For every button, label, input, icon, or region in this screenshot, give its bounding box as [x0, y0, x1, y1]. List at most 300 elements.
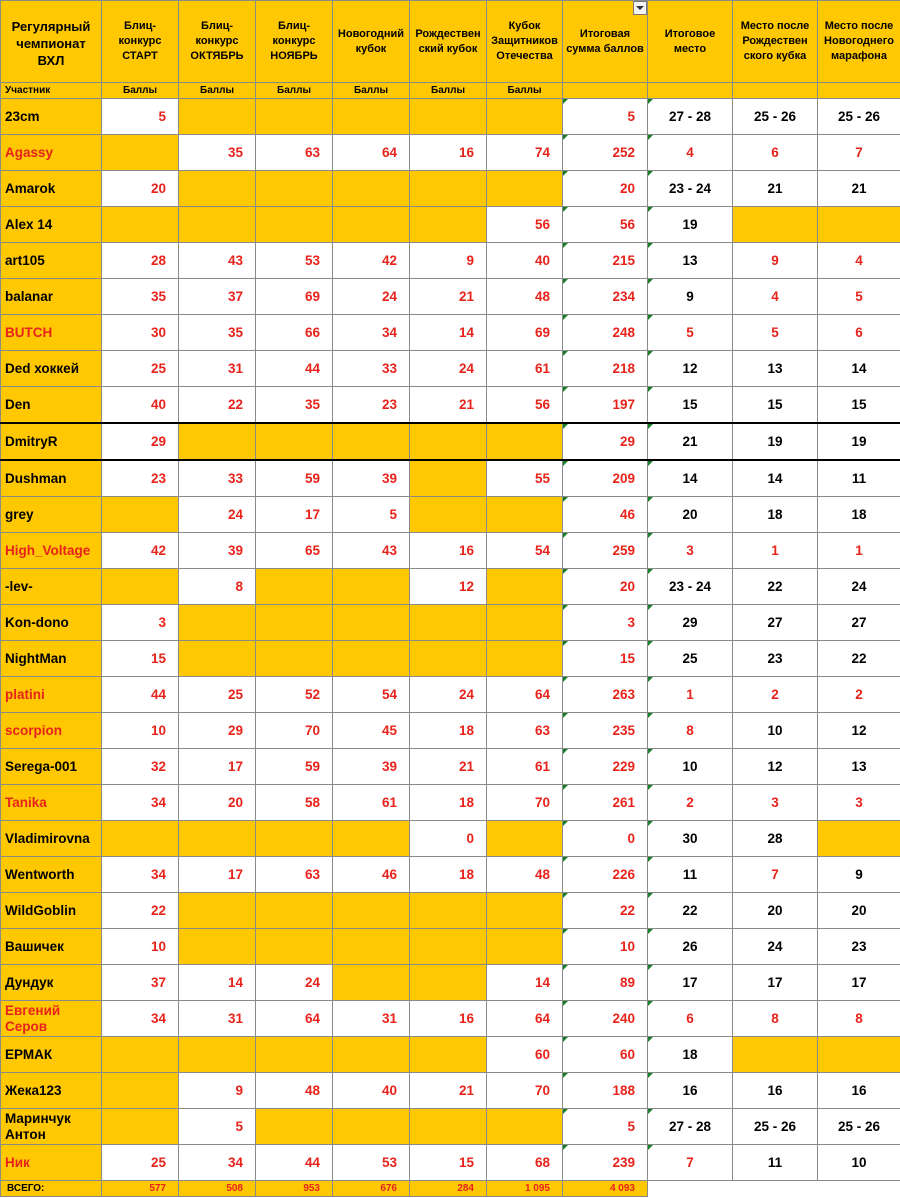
score-cell[interactable]	[179, 821, 256, 857]
place-after-christmas-cell[interactable]: 28	[733, 821, 818, 857]
score-cell[interactable]	[333, 171, 410, 207]
score-cell[interactable]: 20	[179, 785, 256, 821]
place-after-christmas-cell[interactable]: 5	[733, 315, 818, 351]
score-cell[interactable]: 18	[410, 785, 487, 821]
score-cell[interactable]: 35	[179, 135, 256, 171]
participant-name[interactable]: High_Voltage	[1, 533, 102, 569]
final-place-cell[interactable]	[648, 929, 733, 965]
total-points-cell[interactable]	[563, 1073, 648, 1109]
column-total-cell[interactable]: 508	[179, 1181, 256, 1197]
final-place-cell[interactable]	[648, 1109, 733, 1145]
score-cell[interactable]: 44	[256, 1145, 333, 1181]
score-cell[interactable]: 25	[179, 677, 256, 713]
participant-name[interactable]: Дундук	[1, 965, 102, 1001]
score-cell[interactable]: 56	[487, 387, 563, 424]
place-after-marathon-cell[interactable]: 13	[818, 749, 900, 785]
score-cell[interactable]: 31	[333, 1001, 410, 1037]
place-after-marathon-cell[interactable]: 12	[818, 713, 900, 749]
score-cell[interactable]: 29	[102, 423, 179, 460]
score-cell[interactable]: 40	[333, 1073, 410, 1109]
score-cell[interactable]: 25	[102, 1145, 179, 1181]
score-cell[interactable]: 64	[256, 1001, 333, 1037]
score-cell[interactable]	[102, 1109, 179, 1145]
score-cell[interactable]	[487, 929, 563, 965]
score-cell[interactable]: 43	[179, 243, 256, 279]
score-cell[interactable]	[102, 207, 179, 243]
score-cell[interactable]: 37	[102, 965, 179, 1001]
score-cell[interactable]	[256, 929, 333, 965]
score-cell[interactable]: 42	[333, 243, 410, 279]
score-cell[interactable]: 69	[256, 279, 333, 315]
score-cell[interactable]	[487, 641, 563, 677]
score-cell[interactable]	[487, 171, 563, 207]
place-after-christmas-cell[interactable]: 12	[733, 749, 818, 785]
score-cell[interactable]	[102, 497, 179, 533]
place-after-christmas-cell[interactable]: 11	[733, 1145, 818, 1181]
score-cell[interactable]	[487, 99, 563, 135]
filter-dropdown-button[interactable]	[633, 1, 647, 16]
final-place-cell[interactable]	[648, 749, 733, 785]
final-place-cell[interactable]	[648, 857, 733, 893]
place-after-christmas-cell[interactable]: 24	[733, 929, 818, 965]
score-cell[interactable]	[102, 135, 179, 171]
score-cell[interactable]	[256, 1109, 333, 1145]
score-cell[interactable]: 46	[333, 857, 410, 893]
place-after-marathon-cell[interactable]: 23	[818, 929, 900, 965]
place-after-marathon-cell[interactable]: 8	[818, 1001, 900, 1037]
score-cell[interactable]	[256, 569, 333, 605]
score-cell[interactable]: 63	[487, 713, 563, 749]
participant-name[interactable]: Serega-001	[1, 749, 102, 785]
place-after-christmas-cell[interactable]: 25 - 26	[733, 99, 818, 135]
score-cell[interactable]	[333, 1037, 410, 1073]
total-points-cell[interactable]	[563, 929, 648, 965]
place-after-christmas-cell[interactable]: 27	[733, 605, 818, 641]
score-cell[interactable]: 48	[487, 279, 563, 315]
final-place-cell[interactable]	[648, 497, 733, 533]
score-cell[interactable]: 31	[179, 351, 256, 387]
place-after-marathon-cell[interactable]: 15	[818, 387, 900, 424]
total-points-cell[interactable]	[563, 821, 648, 857]
participant-name[interactable]: Amarok	[1, 171, 102, 207]
participant-name[interactable]: WildGoblin	[1, 893, 102, 929]
participant-name[interactable]: Ник	[1, 1145, 102, 1181]
place-after-christmas-cell[interactable]: 10	[733, 713, 818, 749]
score-cell[interactable]: 14	[410, 315, 487, 351]
place-after-marathon-cell[interactable]: 9	[818, 857, 900, 893]
score-cell[interactable]: 58	[256, 785, 333, 821]
total-points-cell[interactable]	[563, 569, 648, 605]
place-after-christmas-cell[interactable]: 17	[733, 965, 818, 1001]
score-cell[interactable]: 9	[410, 243, 487, 279]
participant-name[interactable]: Agassy	[1, 135, 102, 171]
participant-name[interactable]: platini	[1, 677, 102, 713]
score-cell[interactable]	[333, 1109, 410, 1145]
total-points-cell[interactable]	[563, 749, 648, 785]
participant-name[interactable]: Wentworth	[1, 857, 102, 893]
place-after-marathon-cell[interactable]: 1	[818, 533, 900, 569]
final-place-cell[interactable]	[648, 1037, 733, 1073]
score-cell[interactable]: 34	[102, 785, 179, 821]
place-after-marathon-cell[interactable]: 17	[818, 965, 900, 1001]
total-points-cell[interactable]	[563, 135, 648, 171]
score-cell[interactable]	[487, 423, 563, 460]
score-cell[interactable]: 55	[487, 460, 563, 497]
score-cell[interactable]: 23	[333, 387, 410, 424]
column-total-cell[interactable]: 1 095	[487, 1181, 563, 1197]
score-cell[interactable]	[333, 821, 410, 857]
total-points-cell[interactable]	[563, 1145, 648, 1181]
score-cell[interactable]: 44	[256, 351, 333, 387]
final-place-cell[interactable]	[648, 135, 733, 171]
score-cell[interactable]: 59	[256, 460, 333, 497]
place-after-christmas-cell[interactable]: 15	[733, 387, 818, 424]
score-cell[interactable]	[256, 641, 333, 677]
score-cell[interactable]	[410, 460, 487, 497]
score-cell[interactable]: 33	[333, 351, 410, 387]
score-cell[interactable]: 34	[102, 857, 179, 893]
score-cell[interactable]	[179, 99, 256, 135]
score-cell[interactable]: 21	[410, 749, 487, 785]
place-after-christmas-cell[interactable]: 14	[733, 460, 818, 497]
score-cell[interactable]	[333, 605, 410, 641]
score-cell[interactable]: 10	[102, 713, 179, 749]
score-cell[interactable]: 64	[487, 677, 563, 713]
total-points-cell[interactable]	[563, 460, 648, 497]
score-cell[interactable]: 66	[256, 315, 333, 351]
total-points-cell[interactable]	[563, 279, 648, 315]
score-cell[interactable]	[410, 171, 487, 207]
place-after-marathon-cell[interactable]: 11	[818, 460, 900, 497]
participant-name[interactable]: DmitryR	[1, 423, 102, 460]
score-cell[interactable]: 5	[179, 1109, 256, 1145]
final-place-cell[interactable]	[648, 893, 733, 929]
score-cell[interactable]	[256, 821, 333, 857]
column-total-cell[interactable]: 284	[410, 1181, 487, 1197]
score-cell[interactable]	[179, 605, 256, 641]
score-cell[interactable]	[256, 423, 333, 460]
total-points-cell[interactable]	[563, 243, 648, 279]
place-after-christmas-cell[interactable]: 13	[733, 351, 818, 387]
total-points-cell[interactable]	[563, 857, 648, 893]
score-cell[interactable]: 48	[256, 1073, 333, 1109]
score-cell[interactable]: 3	[102, 605, 179, 641]
place-after-marathon-cell[interactable]: 16	[818, 1073, 900, 1109]
place-after-christmas-cell[interactable]: 21	[733, 171, 818, 207]
final-place-cell[interactable]	[648, 569, 733, 605]
total-points-cell[interactable]	[563, 497, 648, 533]
score-cell[interactable]: 64	[333, 135, 410, 171]
score-cell[interactable]	[333, 99, 410, 135]
place-after-marathon-cell[interactable]: 14	[818, 351, 900, 387]
final-place-cell[interactable]	[648, 423, 733, 460]
score-cell[interactable]: 70	[487, 1073, 563, 1109]
score-cell[interactable]	[256, 605, 333, 641]
final-place-cell[interactable]	[648, 99, 733, 135]
score-cell[interactable]	[410, 1109, 487, 1145]
score-cell[interactable]	[410, 497, 487, 533]
score-cell[interactable]: 25	[102, 351, 179, 387]
score-cell[interactable]: 69	[487, 315, 563, 351]
score-cell[interactable]	[333, 423, 410, 460]
column-total-cell[interactable]: 577	[102, 1181, 179, 1197]
score-cell[interactable]: 48	[487, 857, 563, 893]
score-cell[interactable]	[102, 1037, 179, 1073]
place-after-marathon-cell[interactable]: 18	[818, 497, 900, 533]
score-cell[interactable]	[179, 641, 256, 677]
score-cell[interactable]: 12	[410, 569, 487, 605]
column-total-cell[interactable]: 676	[333, 1181, 410, 1197]
place-after-marathon-cell[interactable]: 25 - 26	[818, 99, 900, 135]
score-cell[interactable]: 59	[256, 749, 333, 785]
score-cell[interactable]	[487, 569, 563, 605]
score-cell[interactable]: 52	[256, 677, 333, 713]
score-cell[interactable]: 70	[256, 713, 333, 749]
final-place-cell[interactable]	[648, 1001, 733, 1037]
score-cell[interactable]: 56	[487, 207, 563, 243]
final-place-cell[interactable]	[648, 315, 733, 351]
final-place-cell[interactable]	[648, 207, 733, 243]
participant-name[interactable]: Kon-dono	[1, 605, 102, 641]
place-after-christmas-cell[interactable]: 18	[733, 497, 818, 533]
score-cell[interactable]: 40	[102, 387, 179, 424]
place-after-christmas-cell[interactable]: 23	[733, 641, 818, 677]
place-after-marathon-cell[interactable]: 19	[818, 423, 900, 460]
score-cell[interactable]	[333, 207, 410, 243]
score-cell[interactable]	[333, 569, 410, 605]
score-cell[interactable]: 61	[333, 785, 410, 821]
participant-name[interactable]: Den	[1, 387, 102, 424]
score-cell[interactable]: 5	[333, 497, 410, 533]
final-place-cell[interactable]	[648, 785, 733, 821]
place-after-marathon-cell[interactable]: 22	[818, 641, 900, 677]
total-points-cell[interactable]	[563, 207, 648, 243]
place-after-marathon-cell[interactable]: 7	[818, 135, 900, 171]
participant-name[interactable]: balanar	[1, 279, 102, 315]
score-cell[interactable]	[410, 605, 487, 641]
place-after-marathon-cell[interactable]: 3	[818, 785, 900, 821]
participant-name[interactable]: Ded хоккей	[1, 351, 102, 387]
total-points-cell[interactable]	[563, 677, 648, 713]
score-cell[interactable]	[487, 1109, 563, 1145]
score-cell[interactable]: 16	[410, 135, 487, 171]
place-after-christmas-cell[interactable]: 2	[733, 677, 818, 713]
score-cell[interactable]: 68	[487, 1145, 563, 1181]
score-cell[interactable]	[333, 641, 410, 677]
final-place-cell[interactable]	[648, 677, 733, 713]
score-cell[interactable]: 34	[179, 1145, 256, 1181]
score-cell[interactable]: 39	[333, 749, 410, 785]
score-cell[interactable]	[333, 929, 410, 965]
total-points-cell[interactable]	[563, 605, 648, 641]
participant-name[interactable]: Маринчук Антон	[1, 1109, 102, 1145]
score-cell[interactable]: 24	[410, 677, 487, 713]
score-cell[interactable]: 15	[102, 641, 179, 677]
score-cell[interactable]: 30	[102, 315, 179, 351]
final-place-cell[interactable]	[648, 387, 733, 424]
score-cell[interactable]	[256, 1037, 333, 1073]
final-place-cell[interactable]	[648, 605, 733, 641]
final-place-cell[interactable]	[648, 1145, 733, 1181]
score-cell[interactable]: 24	[410, 351, 487, 387]
place-after-christmas-cell[interactable]: 1	[733, 533, 818, 569]
score-cell[interactable]	[410, 1037, 487, 1073]
score-cell[interactable]	[179, 893, 256, 929]
score-cell[interactable]	[333, 965, 410, 1001]
total-points-cell[interactable]	[563, 785, 648, 821]
participant-name[interactable]: -lev-	[1, 569, 102, 605]
final-place-cell[interactable]	[648, 713, 733, 749]
score-cell[interactable]: 70	[487, 785, 563, 821]
score-cell[interactable]: 34	[333, 315, 410, 351]
score-cell[interactable]: 24	[179, 497, 256, 533]
participant-name[interactable]: Vladimirovna	[1, 821, 102, 857]
score-cell[interactable]	[256, 893, 333, 929]
score-cell[interactable]	[410, 99, 487, 135]
score-cell[interactable]: 53	[256, 243, 333, 279]
score-cell[interactable]	[410, 641, 487, 677]
final-place-cell[interactable]	[648, 821, 733, 857]
place-after-marathon-cell[interactable]: 5	[818, 279, 900, 315]
score-cell[interactable]: 31	[179, 1001, 256, 1037]
total-points-cell[interactable]	[563, 533, 648, 569]
score-cell[interactable]	[487, 497, 563, 533]
participant-name[interactable]: NightMan	[1, 641, 102, 677]
score-cell[interactable]: 44	[102, 677, 179, 713]
score-cell[interactable]	[256, 207, 333, 243]
score-cell[interactable]	[410, 965, 487, 1001]
place-after-christmas-cell[interactable]: 16	[733, 1073, 818, 1109]
place-after-marathon-cell[interactable]	[818, 821, 900, 857]
score-cell[interactable]: 63	[256, 135, 333, 171]
place-after-marathon-cell[interactable]: 4	[818, 243, 900, 279]
score-cell[interactable]: 35	[256, 387, 333, 424]
final-place-cell[interactable]	[648, 243, 733, 279]
place-after-christmas-cell[interactable]: 8	[733, 1001, 818, 1037]
total-points-cell[interactable]	[563, 171, 648, 207]
total-points-cell[interactable]	[563, 387, 648, 424]
total-points-cell[interactable]	[563, 351, 648, 387]
score-cell[interactable]: 21	[410, 387, 487, 424]
score-cell[interactable]: 35	[179, 315, 256, 351]
score-cell[interactable]: 17	[256, 497, 333, 533]
score-cell[interactable]: 14	[179, 965, 256, 1001]
total-points-cell[interactable]	[563, 1109, 648, 1145]
score-cell[interactable]: 60	[487, 1037, 563, 1073]
score-cell[interactable]: 35	[102, 279, 179, 315]
score-cell[interactable]	[179, 929, 256, 965]
score-cell[interactable]	[256, 99, 333, 135]
place-after-christmas-cell[interactable]: 20	[733, 893, 818, 929]
place-after-marathon-cell[interactable]: 21	[818, 171, 900, 207]
score-cell[interactable]: 5	[102, 99, 179, 135]
score-cell[interactable]: 63	[256, 857, 333, 893]
score-cell[interactable]: 17	[179, 749, 256, 785]
place-after-christmas-cell[interactable]: 22	[733, 569, 818, 605]
score-cell[interactable]: 42	[102, 533, 179, 569]
place-after-christmas-cell[interactable]: 6	[733, 135, 818, 171]
place-after-christmas-cell[interactable]	[733, 207, 818, 243]
score-cell[interactable]: 18	[410, 857, 487, 893]
score-cell[interactable]: 18	[410, 713, 487, 749]
score-cell[interactable]: 29	[179, 713, 256, 749]
score-cell[interactable]	[333, 893, 410, 929]
score-cell[interactable]	[410, 929, 487, 965]
place-after-marathon-cell[interactable]: 27	[818, 605, 900, 641]
score-cell[interactable]: 33	[179, 460, 256, 497]
participant-name[interactable]: Евгений Серов	[1, 1001, 102, 1037]
place-after-christmas-cell[interactable]: 3	[733, 785, 818, 821]
score-cell[interactable]: 16	[410, 1001, 487, 1037]
score-cell[interactable]	[410, 893, 487, 929]
score-cell[interactable]: 45	[333, 713, 410, 749]
place-after-marathon-cell[interactable]: 6	[818, 315, 900, 351]
score-cell[interactable]	[179, 207, 256, 243]
score-cell[interactable]: 22	[102, 893, 179, 929]
final-place-cell[interactable]	[648, 279, 733, 315]
score-cell[interactable]: 0	[410, 821, 487, 857]
total-points-cell[interactable]	[563, 965, 648, 1001]
participant-name[interactable]: scorpion	[1, 713, 102, 749]
score-cell[interactable]	[102, 1073, 179, 1109]
total-points-cell[interactable]	[563, 641, 648, 677]
final-place-cell[interactable]	[648, 460, 733, 497]
score-cell[interactable]	[487, 821, 563, 857]
total-points-cell[interactable]	[563, 713, 648, 749]
participant-name[interactable]: Вашичек	[1, 929, 102, 965]
participant-name[interactable]: Dushman	[1, 460, 102, 497]
score-cell[interactable]: 8	[179, 569, 256, 605]
score-cell[interactable]	[410, 207, 487, 243]
score-cell[interactable]	[179, 171, 256, 207]
score-cell[interactable]: 39	[179, 533, 256, 569]
total-points-cell[interactable]	[563, 1001, 648, 1037]
place-after-marathon-cell[interactable]	[818, 207, 900, 243]
place-after-marathon-cell[interactable]: 24	[818, 569, 900, 605]
score-cell[interactable]	[410, 423, 487, 460]
participant-name[interactable]: grey	[1, 497, 102, 533]
score-cell[interactable]	[487, 605, 563, 641]
score-cell[interactable]: 40	[487, 243, 563, 279]
score-cell[interactable]: 65	[256, 533, 333, 569]
place-after-marathon-cell[interactable]: 2	[818, 677, 900, 713]
score-cell[interactable]: 54	[487, 533, 563, 569]
score-cell[interactable]: 14	[487, 965, 563, 1001]
score-cell[interactable]: 39	[333, 460, 410, 497]
score-cell[interactable]: 22	[179, 387, 256, 424]
participant-name[interactable]: BUTCH	[1, 315, 102, 351]
place-after-marathon-cell[interactable]: 20	[818, 893, 900, 929]
score-cell[interactable]: 74	[487, 135, 563, 171]
final-place-cell[interactable]	[648, 965, 733, 1001]
score-cell[interactable]: 21	[410, 279, 487, 315]
score-cell[interactable]: 37	[179, 279, 256, 315]
participant-name[interactable]: Жека123	[1, 1073, 102, 1109]
score-cell[interactable]: 24	[256, 965, 333, 1001]
score-cell[interactable]: 28	[102, 243, 179, 279]
place-after-christmas-cell[interactable]: 7	[733, 857, 818, 893]
score-cell[interactable]	[179, 423, 256, 460]
score-cell[interactable]	[102, 569, 179, 605]
place-after-christmas-cell[interactable]: 4	[733, 279, 818, 315]
final-place-cell[interactable]	[648, 641, 733, 677]
score-cell[interactable]	[179, 1037, 256, 1073]
place-after-marathon-cell[interactable]	[818, 1037, 900, 1073]
place-after-christmas-cell[interactable]: 25 - 26	[733, 1109, 818, 1145]
score-cell[interactable]: 9	[179, 1073, 256, 1109]
final-place-cell[interactable]	[648, 351, 733, 387]
score-cell[interactable]: 15	[410, 1145, 487, 1181]
